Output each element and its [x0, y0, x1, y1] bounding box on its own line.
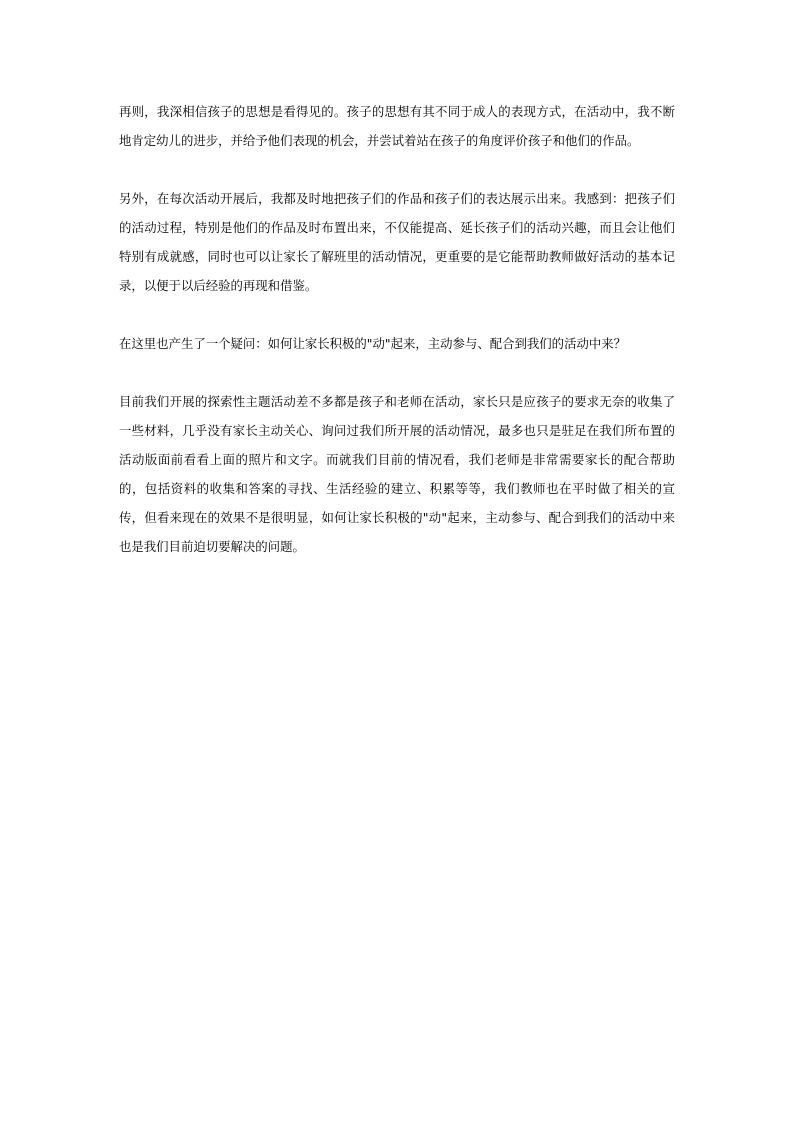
paragraph-2: 另外，在每次活动开展后，我都及时地把孩子们的作品和孩子们的表达展示出来。我感到：把孩子们的活动过程，特别是他们的作品及时布置出来，不仅能提高、延长孩子们的活动兴趣，而且会让他们特别有成就感，同时也可以让家长了解班里的活动情况，更重要的是它能帮助教师做好活动的基本记录，以便于以后经验的再现和借鉴。: [119, 191, 675, 293]
paragraph-1: 再则，我深相信孩子的思想是看得见的。孩子的思想有其不同于成人的表现方式，在活动中，我不断地肯定幼儿的进步，并给予他们表现的机会，并尝试着站在孩子的角度评价孩子和他们的作品。: [119, 104, 675, 148]
paragraph-spacer: [119, 155, 675, 184]
paragraph-spacer: [119, 358, 675, 387]
paragraph-3: 在这里也产生了一个疑问：如何让家长积极的"动"起来，主动参与、配合到我们的活动中来？: [119, 336, 627, 351]
paragraph-4: 目前我们开展的探索性主题活动差不多都是孩子和老师在活动，家长只是应孩子的要求无奈的收集了一些材料，几乎没有家长主动关心、询问过我们所开展的活动情况，最多也只是驻足在我们所布置的活动版面前看看上面的照片和文字。而就我们目前的情况看，我们老师是非常需要家长的配合帮助的，包括资料的收集和答案的寻找、生活经验的建立、积累等等，我们教师也在平时做了相关的宣传，但看来现在的效果不是很明显，如何让家长积极的"动"起来，主动参与、配合到我们的活动中来也是我们目前迫切要解决的问题。: [119, 394, 675, 554]
paragraph-spacer: [119, 300, 675, 329]
document-body: [119, 97, 675, 561]
